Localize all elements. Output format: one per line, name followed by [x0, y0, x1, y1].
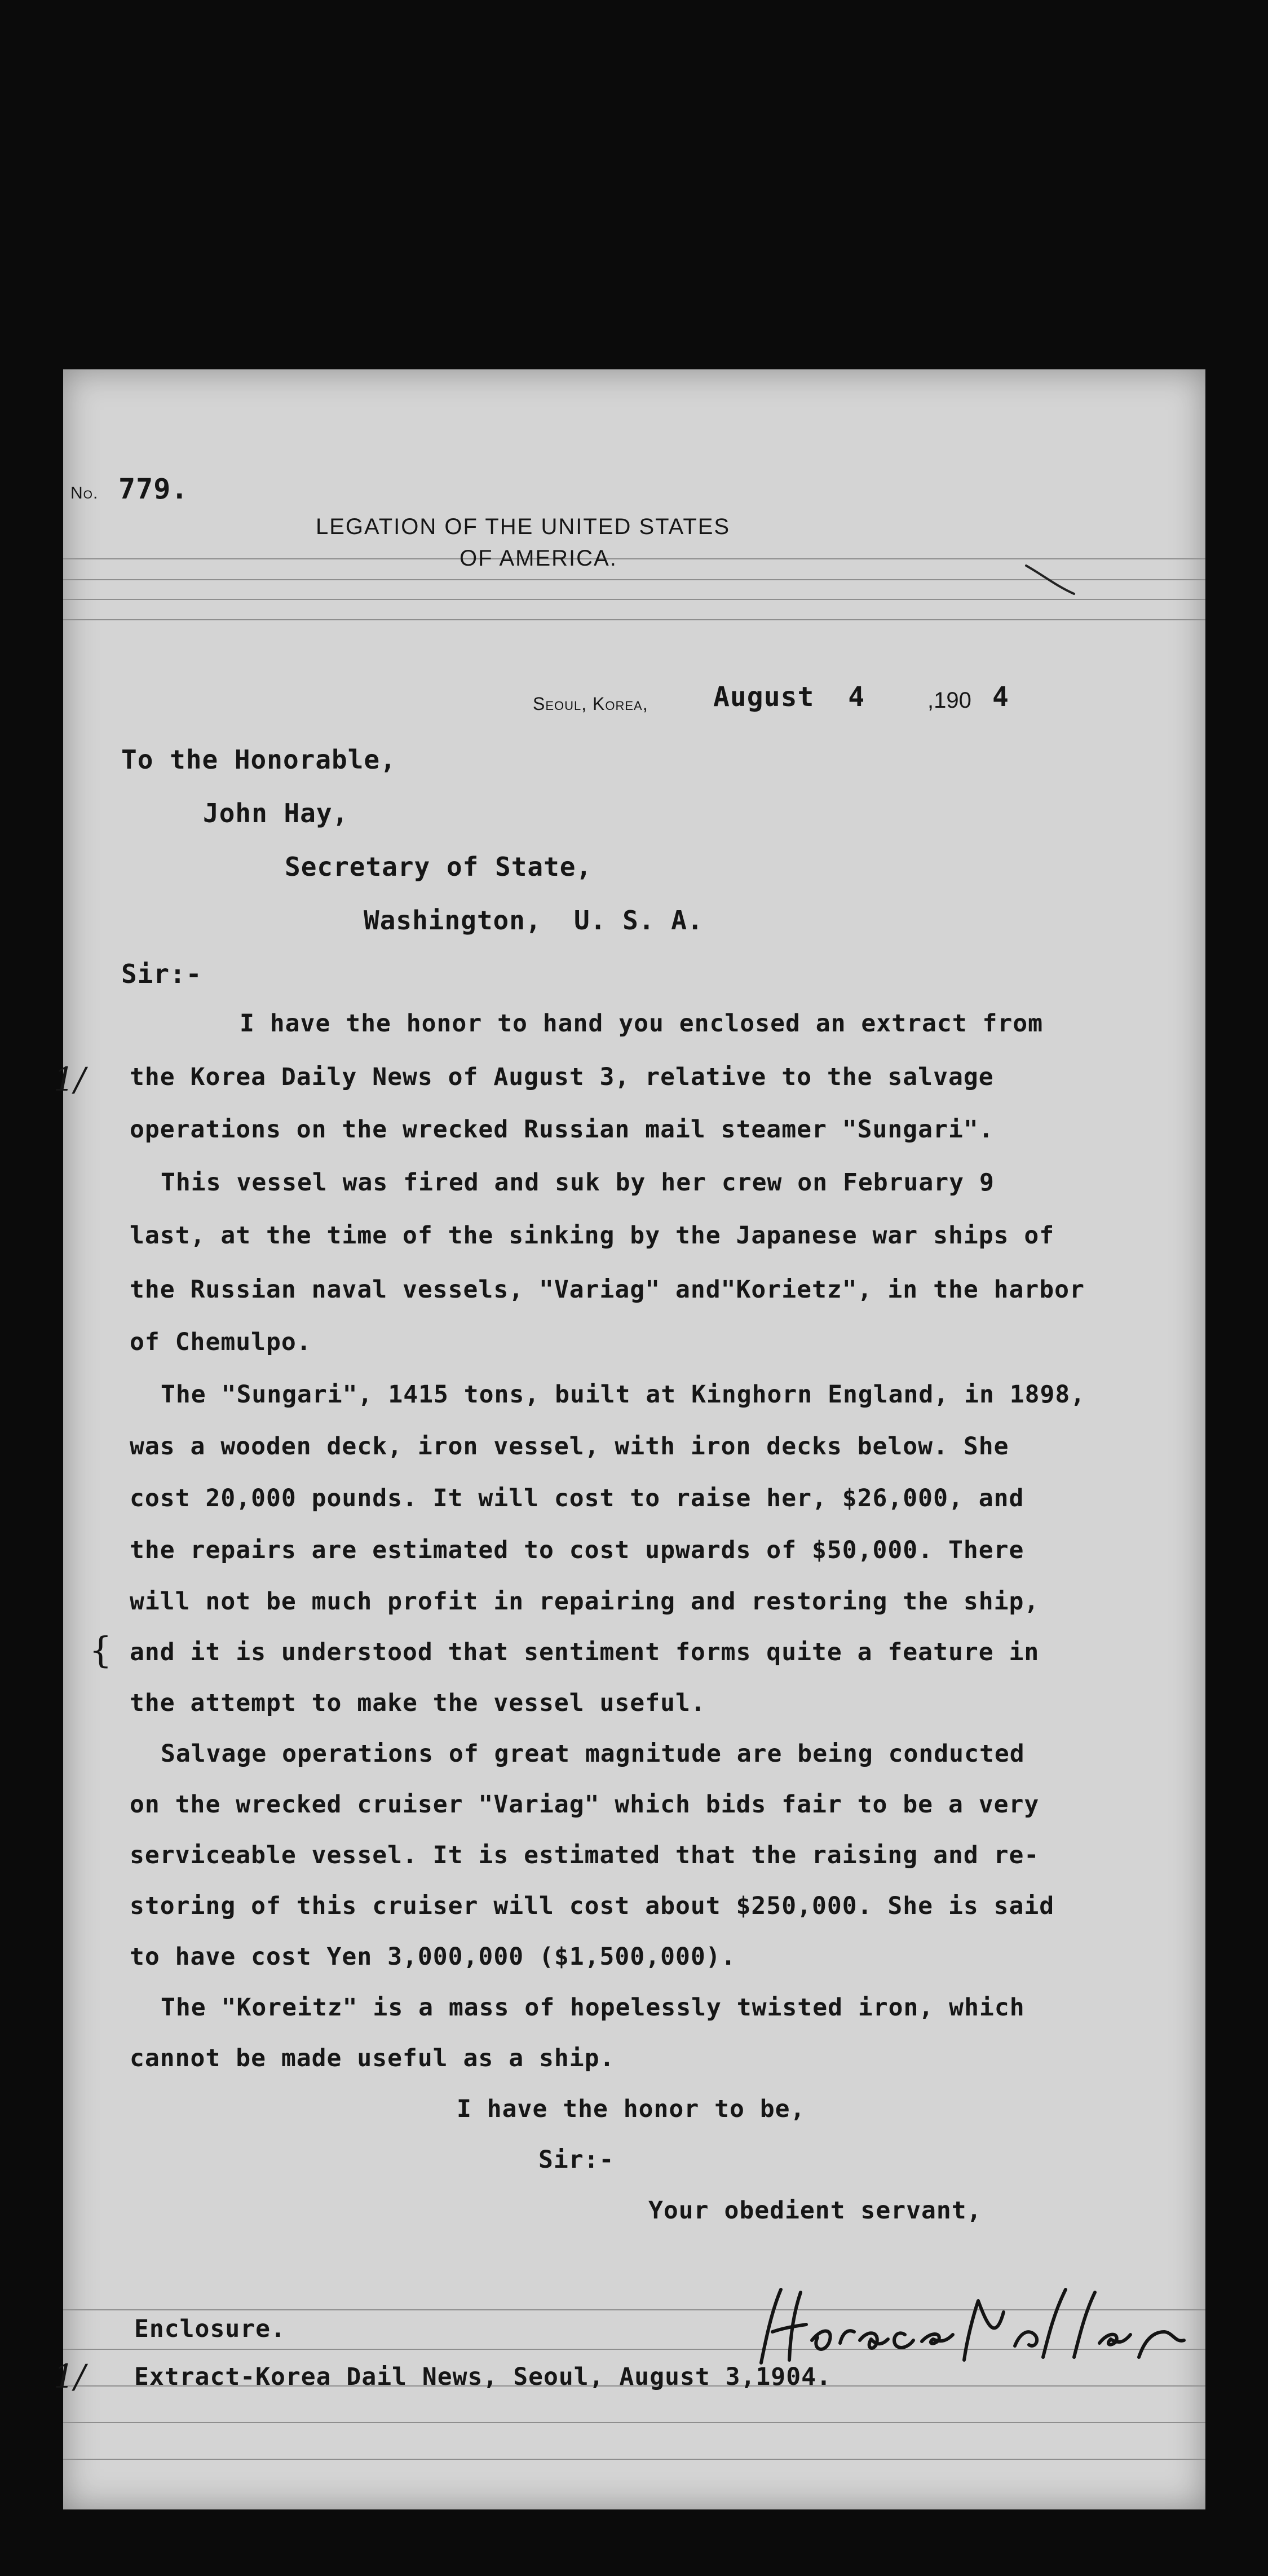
enclosure-label: Enclosure.: [134, 2315, 286, 2343]
enclosure-ref-mark: 1/: [54, 1060, 86, 1099]
body-line: to have cost Yen 3,000,000 ($1,500,000).: [130, 1943, 736, 1971]
legation-heading-line2: OF AMERICA.: [460, 546, 617, 571]
closing-line: I have the honor to be,: [457, 2095, 806, 2123]
body-line: Salvage operations of great magnitude are being conducted: [161, 1740, 1025, 1768]
ruled-line: [63, 2422, 1205, 2423]
pen-mark: [1023, 561, 1080, 601]
body-line: the repairs are estimated to cost upwards of $50,000. There: [130, 1536, 1024, 1564]
body-line: on the wrecked cruiser "Variag" which bids fair to be a very: [130, 1790, 1040, 1819]
body-line: The "Sungari", 1415 tons, built at Kinghorn England, in 1898,: [161, 1380, 1086, 1409]
body-line: cost 20,000 pounds. It will cost to raise her, $26,000, and: [130, 1484, 1024, 1512]
place-line: Seoul, Korea,: [533, 694, 648, 714]
signature: [750, 2278, 1195, 2374]
ruled-line: [63, 558, 1205, 559]
body-line: operations on the wrecked Russian mail steamer "Sungari".: [130, 1115, 994, 1144]
body-line: the Russian naval vessels, "Variag" and"Korietz", in the harbor: [130, 1276, 1085, 1304]
address-recipient: John Hay,: [203, 798, 349, 828]
enclosure-item: Extract-Korea Dail News, Seoul, August 3,1904.: [134, 2363, 832, 2391]
ruled-line: [63, 2459, 1205, 2460]
closing-salutation: Sir:-: [538, 2146, 615, 2174]
side-bracket-mark: {: [89, 1630, 112, 1671]
address-title: Secretary of State,: [285, 852, 593, 882]
year-prefix: ,190: [927, 688, 971, 713]
body-line: storing of this cruiser will cost about $250,000. She is said: [130, 1892, 1055, 1920]
body-line: This vessel was fired and suk by her crew on February 9: [161, 1168, 995, 1197]
enclosure-ref-mark-bottom: 1/: [54, 2357, 86, 2396]
address-line-1: To the Honorable,: [121, 744, 396, 775]
body-line: will not be much profit in repairing and restoring the ship,: [130, 1587, 1040, 1616]
body-line: The "Koreitz" is a mass of hopelessly twisted iron, which: [161, 1993, 1025, 2022]
date: August 4: [713, 681, 865, 713]
body-line: cannot be made useful as a ship.: [130, 2044, 615, 2072]
body-line: serviceable vessel. It is estimated that the raising and re-: [130, 1841, 1040, 1869]
letter-number: 779.: [118, 473, 189, 505]
body-line: the attempt to make the vessel useful.: [130, 1689, 706, 1717]
ruled-line: [63, 619, 1205, 620]
number-label: No.: [70, 484, 99, 502]
body-line: was a wooden deck, iron vessel, with iron decks below. She: [130, 1432, 1009, 1461]
body-line: and it is understood that sentiment forms quite a feature in: [130, 1638, 1040, 1666]
body-line: last, at the time of the sinking by the Japanese war ships of: [130, 1221, 1055, 1250]
legation-heading: LEGATION OF THE UNITED STATES: [316, 514, 731, 539]
year-suffix: 4: [992, 681, 1009, 713]
body-line: the Korea Daily News of August 3, relative to the salvage: [130, 1063, 994, 1091]
address-city: Washington, U. S. A.: [364, 905, 704, 936]
body-line: of Chemulpo.: [130, 1328, 312, 1356]
salutation: Sir:-: [121, 959, 202, 989]
body-line: I have the honor to hand you enclosed an extract from: [240, 1009, 1044, 1038]
closing-line: Your obedient servant,: [648, 2196, 982, 2225]
